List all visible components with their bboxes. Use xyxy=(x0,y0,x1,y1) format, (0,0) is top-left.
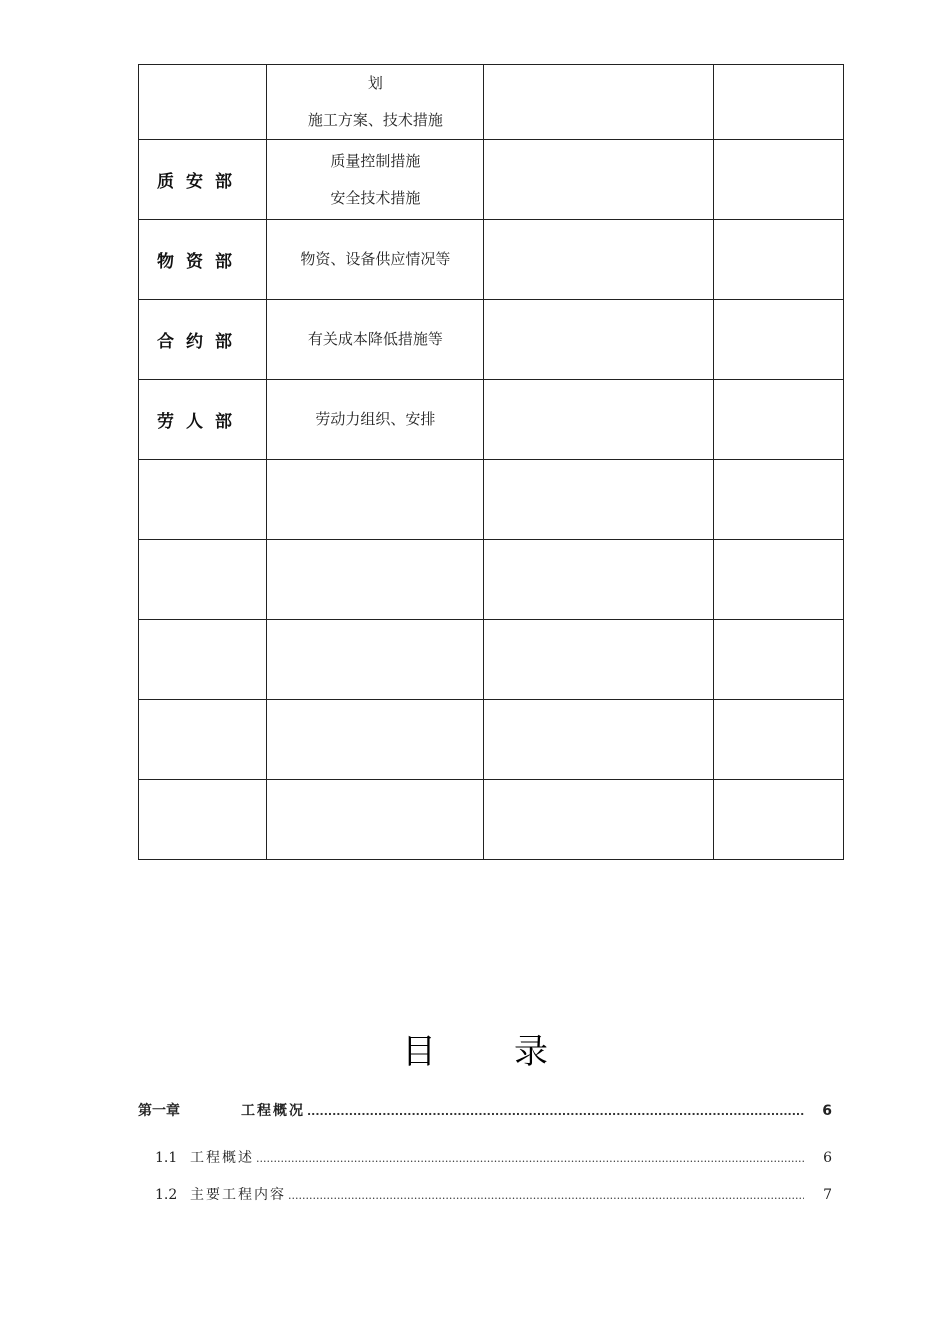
content-line: 有关成本降低措施等 xyxy=(307,330,443,348)
date-cell xyxy=(713,140,843,220)
toc-entry-page: 6 xyxy=(823,1150,832,1166)
toc-entry-page: 7 xyxy=(823,1187,832,1203)
signature-cell xyxy=(484,220,713,300)
toc-entry-number: 1.1 xyxy=(155,1150,178,1166)
dept-cell xyxy=(139,700,267,780)
signature-cell xyxy=(484,300,713,380)
content-cell xyxy=(267,460,484,540)
toc-title: 目录 xyxy=(402,1032,626,1072)
dept-cell xyxy=(139,460,267,540)
content-line: 划 xyxy=(367,74,383,92)
toc-entry-number: 第一章 xyxy=(138,1103,180,1119)
signature-cell xyxy=(484,460,713,540)
date-cell xyxy=(713,220,843,300)
table-row xyxy=(139,140,844,220)
signature-cell xyxy=(484,140,713,220)
date-cell xyxy=(713,65,843,140)
dept-cell: 劳人部 xyxy=(139,380,267,460)
toc-entry-number: 1.2 xyxy=(155,1187,178,1203)
content-cell xyxy=(267,540,484,620)
toc-entry-chapter-1[interactable] xyxy=(138,1100,832,1120)
review-sign-table xyxy=(138,64,844,860)
dept-cell xyxy=(139,65,267,140)
toc-dot-leader xyxy=(256,1152,804,1165)
table-row xyxy=(139,540,844,620)
table-row xyxy=(139,300,844,380)
toc-entry-text: 工程概述 xyxy=(190,1150,254,1166)
table-row xyxy=(139,220,844,300)
signature-cell xyxy=(484,65,713,140)
content-cell xyxy=(267,620,484,700)
date-cell xyxy=(713,540,843,620)
toc-dot-leader xyxy=(307,1105,804,1118)
dept-cell xyxy=(139,780,267,860)
toc-dot-leader xyxy=(288,1189,804,1202)
dept-cell: 质安部 xyxy=(139,140,267,220)
content-line: 质量控制措施 xyxy=(330,151,421,170)
content-cell xyxy=(267,380,484,460)
content-cell xyxy=(267,220,484,300)
toc-entry-page: 6 xyxy=(822,1103,832,1119)
signature-cell xyxy=(484,700,713,780)
dept-cell xyxy=(139,540,267,620)
content-cell xyxy=(267,700,484,780)
toc-entry-section-1-1[interactable] xyxy=(138,1147,832,1167)
toc-entry-section-1-2[interactable] xyxy=(138,1184,832,1204)
signature-cell xyxy=(484,540,713,620)
signature-cell xyxy=(484,780,713,860)
signature-cell xyxy=(484,380,713,460)
table-row xyxy=(139,65,844,140)
content-line: 物资、设备供应情况等 xyxy=(300,250,451,268)
date-cell xyxy=(713,300,843,380)
content-cell xyxy=(267,65,484,140)
dept-cell xyxy=(139,620,267,700)
date-cell xyxy=(713,620,843,700)
content-line: 施工方案、技术措施 xyxy=(307,111,443,129)
content-cell xyxy=(267,780,484,860)
table-row xyxy=(139,460,844,540)
content-cell xyxy=(267,300,484,380)
content-cell xyxy=(267,140,484,220)
date-cell xyxy=(713,700,843,780)
toc-entry-text: 工程概况 xyxy=(241,1103,305,1119)
table-row xyxy=(139,620,844,700)
table-row xyxy=(139,700,844,780)
dept-cell: 物资部 xyxy=(139,220,267,300)
dept-cell: 合约部 xyxy=(139,300,267,380)
content-line: 安全技术措施 xyxy=(330,188,421,207)
table-row xyxy=(139,780,844,860)
table-row xyxy=(139,380,844,460)
content-line: 劳动力组织、安排 xyxy=(315,410,436,428)
signature-cell xyxy=(484,620,713,700)
date-cell xyxy=(713,460,843,540)
date-cell xyxy=(713,780,843,860)
date-cell xyxy=(713,380,843,460)
toc-entry-text: 主要工程内容 xyxy=(190,1187,286,1203)
